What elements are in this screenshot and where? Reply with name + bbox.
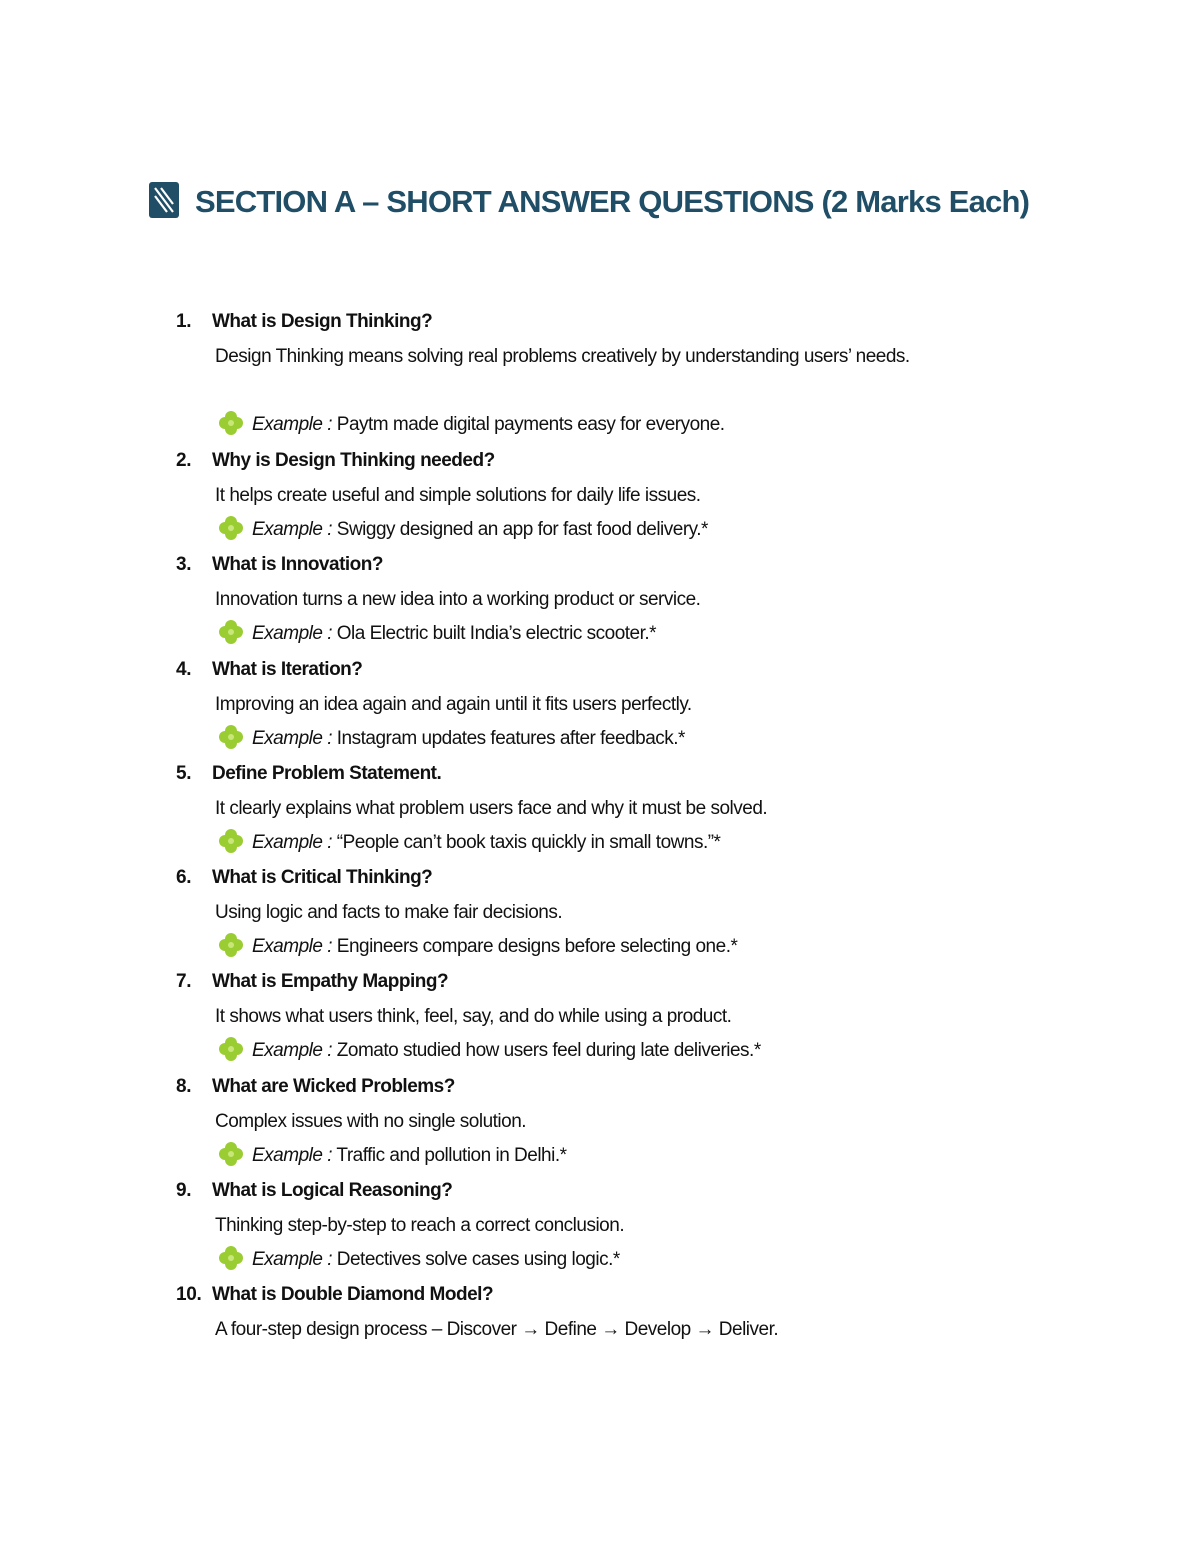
example-text: Instagram updates features after feedback.*: [336, 727, 685, 749]
question-item: [0, 548, 1200, 652]
question-number: 7.: [176, 971, 192, 993]
question-example: [218, 409, 725, 441]
question-title: What is Innovation?: [212, 554, 383, 576]
example-label: Example :: [252, 727, 332, 749]
question-list: [0, 305, 1200, 1383]
question-answer: Thinking step-by-step to reach a correct conclusion.: [215, 1215, 625, 1237]
example-label: Example :: [252, 414, 332, 435]
question-title: What is Double Diamond Model?: [212, 1284, 494, 1306]
question-item: [0, 1174, 1200, 1278]
question-example: [218, 1140, 567, 1172]
clover-icon: [218, 1141, 244, 1167]
question-number: 9.: [176, 1180, 192, 1202]
question-number: 4.: [176, 658, 192, 680]
question-item: [0, 305, 1200, 444]
question-answer: Improving an idea again and again until it fits users perfectly.: [215, 693, 692, 715]
question-example: [218, 1244, 620, 1276]
example-text: Ola Electric built India’s electric scooter.*: [336, 623, 657, 645]
clover-icon: [218, 1036, 244, 1062]
question-item: [0, 444, 1200, 548]
question-number: 2.: [176, 450, 192, 471]
question-item: [0, 757, 1200, 861]
question-item: [0, 965, 1200, 1069]
example-text: Paytm made digital payments easy for everyone.: [336, 414, 725, 435]
question-example: [218, 827, 720, 859]
clover-icon: [218, 619, 244, 645]
question-answer: Innovation turns a new idea into a working product or service.: [215, 589, 701, 611]
question-example: [218, 931, 737, 963]
clover-icon: [218, 1245, 244, 1271]
example-text: Zomato studied how users feel during late deliveries.*: [336, 1040, 761, 1062]
clover-icon: [218, 932, 244, 958]
question-title: What is Design Thinking?: [212, 311, 433, 332]
question-title: Why is Design Thinking needed?: [212, 450, 495, 471]
example-text: Traffic and pollution in Delhi.*: [336, 1144, 567, 1166]
section-heading: [141, 176, 1041, 228]
question-number: 5.: [176, 762, 192, 784]
example-text: Engineers compare designs before selecting one.*: [336, 936, 738, 958]
example-text: Swiggy designed an app for fast food delivery.*: [336, 519, 708, 540]
question-number: 3.: [176, 554, 192, 576]
question-item: [0, 1070, 1200, 1174]
question-title: What is Logical Reasoning?: [212, 1180, 453, 1202]
question-answer: Complex issues with no single solution.: [215, 1110, 527, 1132]
question-example: [218, 618, 656, 650]
question-number: 1.: [176, 311, 192, 332]
question-item: [0, 653, 1200, 757]
example-label: Example :: [252, 519, 332, 540]
question-answer: Using logic and facts to make fair decisions.: [215, 902, 563, 924]
question-answer: A four-step design process – Discover → Define → Develop → Deliver.: [215, 1319, 779, 1341]
example-text: “People can’t book taxis quickly in small towns.”*: [336, 831, 721, 853]
clover-icon: [218, 410, 244, 436]
example-label: Example :: [252, 1249, 332, 1271]
example-label: Example :: [252, 623, 332, 645]
question-number: 8.: [176, 1075, 192, 1097]
question-example: [218, 1035, 761, 1067]
question-item: [0, 861, 1200, 965]
question-example: [218, 723, 685, 755]
notes-icon: [149, 182, 179, 218]
question-answer: It clearly explains what problem users face and why it must be solved.: [215, 797, 768, 819]
question-number: 10.: [176, 1284, 202, 1306]
question-item: [0, 1278, 1200, 1382]
clover-icon: [218, 515, 244, 541]
question-answer: It helps create useful and simple solutions for daily life issues.: [215, 485, 701, 506]
question-title: What are Wicked Problems?: [212, 1075, 455, 1097]
question-title: Define Problem Statement.: [212, 762, 442, 784]
question-answer: Design Thinking means solving real problems creatively by understanding users’ needs.: [215, 346, 910, 367]
question-example: [218, 514, 708, 546]
section-title: SECTION A – SHORT ANSWER QUESTIONS (2 Marks Each): [195, 184, 1030, 219]
clover-icon: [218, 724, 244, 750]
example-label: Example :: [252, 1040, 332, 1062]
question-title: What is Critical Thinking?: [212, 867, 433, 889]
clover-icon: [218, 828, 244, 854]
question-title: What is Iteration?: [212, 658, 363, 680]
example-label: Example :: [252, 831, 332, 853]
question-title: What is Empathy Mapping?: [212, 971, 449, 993]
example-label: Example :: [252, 1144, 332, 1166]
example-text: Detectives solve cases using logic.*: [336, 1249, 620, 1271]
example-label: Example :: [252, 936, 332, 958]
question-answer: It shows what users think, feel, say, and do while using a product.: [215, 1006, 732, 1028]
question-number: 6.: [176, 867, 192, 889]
